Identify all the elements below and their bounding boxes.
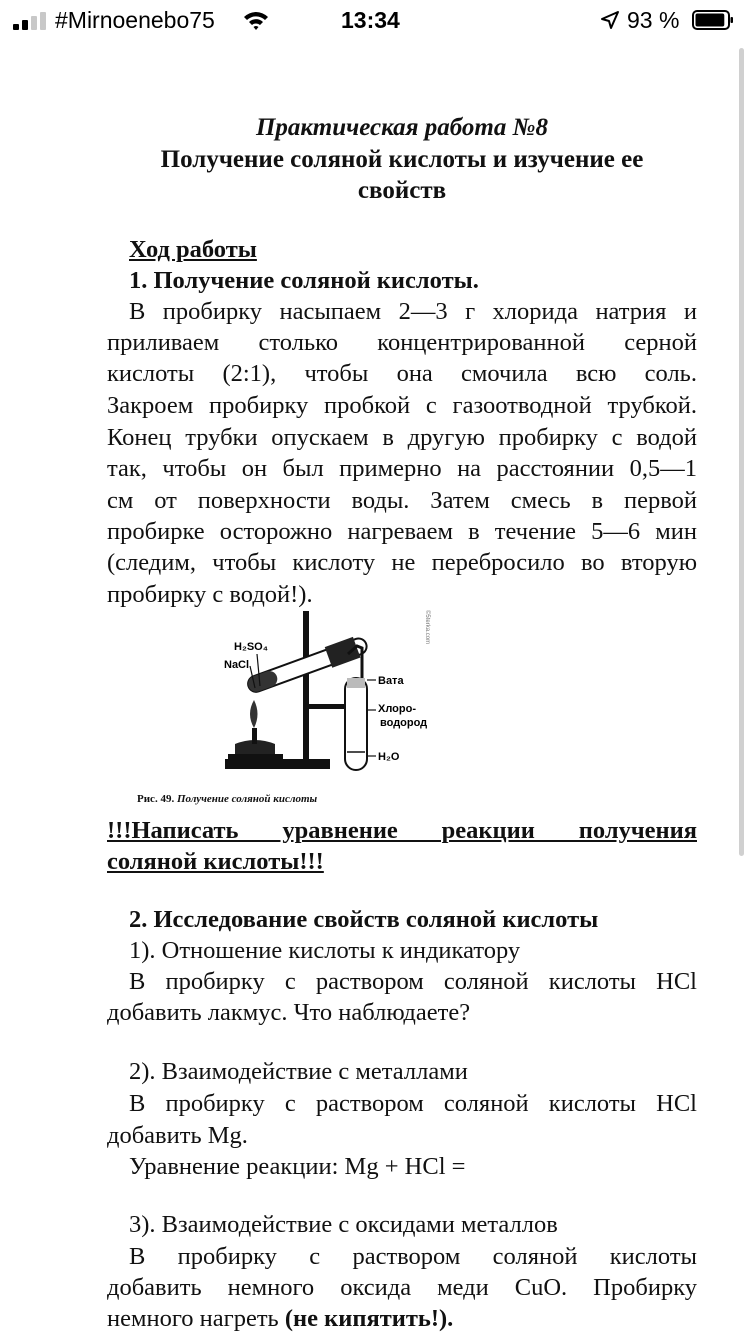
subsection-1-line-2: добавить лакмус. Что наблюдаете? — [107, 999, 471, 1026]
document-subtitle-line-1: Получение соляной кислоты и изучение ее — [160, 146, 644, 173]
document-title: Практическая работа №8 — [255, 114, 549, 141]
status-bar — [0, 0, 750, 44]
battery-percentage: 93 % — [627, 7, 680, 33]
paragraph-line: так, чтобы он был примерно на расстоянии 0,5—1 — [107, 455, 697, 482]
lab-apparatus-figure — [130, 606, 440, 811]
stand-base — [225, 759, 330, 769]
task-line-2: соляной кислоты!!! — [107, 848, 324, 875]
paragraph-line: В пробирку насыпаем 2—3 г хлорида натрия и — [129, 298, 697, 325]
location-arrow-icon — [600, 10, 620, 30]
label-hydrogen-chloride-1: Хлоро- — [378, 703, 417, 715]
scrollbar[interactable] — [739, 48, 744, 856]
label-hydrogen-chloride-2: водород — [380, 717, 428, 729]
label-nacl: NaCl — [224, 659, 250, 671]
paragraph-line: (следим, чтобы кислоту не перебросило во вторую — [107, 549, 697, 576]
subsection-1-heading: 1). Отношение кислоты к индикатору — [129, 937, 521, 964]
subsection-3-line-3-normal: немного нагреть — [107, 1305, 285, 1332]
section-2-heading: 2. Исследование свойств соляной кислоты — [129, 906, 599, 933]
paragraph-line: Закроем пробирку пробкой с газоотводной трубкой. — [107, 392, 697, 419]
figure-caption-number: Рис. 49. — [137, 793, 175, 805]
figure-caption-text: Получение соляной кислоты — [176, 793, 318, 805]
paragraph-line: приливаем столько концентрированной серной — [107, 329, 697, 356]
subsection-2-equation: Уравнение реакции: Mg + HCl = — [129, 1153, 466, 1180]
label-water: H₂O — [378, 751, 400, 763]
paragraph-line: кислоты (2:1), чтобы она смочила всю соль. — [107, 360, 697, 387]
stand-rod — [303, 611, 309, 763]
subsection-3-line-1: В пробирку с раствором соляной кислоты — [129, 1243, 697, 1270]
task-line-1: !!!Написать уравнение реакции получения — [107, 817, 697, 844]
subsection-1-line-1: В пробирку с раствором соляной кислоты HCl — [129, 968, 697, 995]
cotton-plug — [347, 678, 365, 688]
paragraph-line: пробирку с водой!). — [107, 581, 313, 608]
wifi-icon — [243, 9, 269, 33]
section-1-heading: 1. Получение соляной кислоты. — [129, 267, 479, 294]
subsection-3-heading: 3). Взаимодействие с оксидами металлов — [129, 1211, 558, 1238]
subsection-3-line-3 — [107, 1303, 697, 1334]
subsection-3-warning: (не кипятить!). — [284, 1305, 454, 1332]
battery-icon — [692, 10, 734, 30]
subsection-2-heading: 2). Взаимодействие с металлами — [129, 1058, 468, 1085]
subsection-2-line-2: добавить Mg. — [107, 1122, 248, 1149]
paragraph-line: Конец трубки опускаем в другую пробирку с водой — [107, 424, 697, 451]
subsection-2-line-1: В пробирку с раствором соляной кислоты HCl — [129, 1090, 697, 1117]
procedure-heading: Ход работы — [129, 236, 257, 263]
paragraph-line: см от поверхности воды. Затем смесь в первой — [107, 487, 697, 514]
label-h2so4: H₂SO₄ — [234, 641, 268, 653]
test-tube-2 — [345, 678, 367, 770]
figure-caption — [137, 793, 317, 805]
watermark: ©5terka.com — [424, 610, 430, 645]
subsection-3-line-2: добавить немного оксида меди CuO. Пробирку — [107, 1274, 697, 1301]
cellular-signal-icon — [13, 12, 47, 30]
paragraph-line: пробирке осторожно нагреваем в течение 5—6 мин — [107, 518, 697, 545]
carrier-name: #Mirnoenebo75 — [55, 7, 215, 33]
document-subtitle-line-2: свойств — [357, 177, 447, 204]
flame — [250, 700, 258, 728]
label-cotton: Вата — [378, 675, 404, 687]
status-time: 13:34 — [341, 7, 400, 33]
